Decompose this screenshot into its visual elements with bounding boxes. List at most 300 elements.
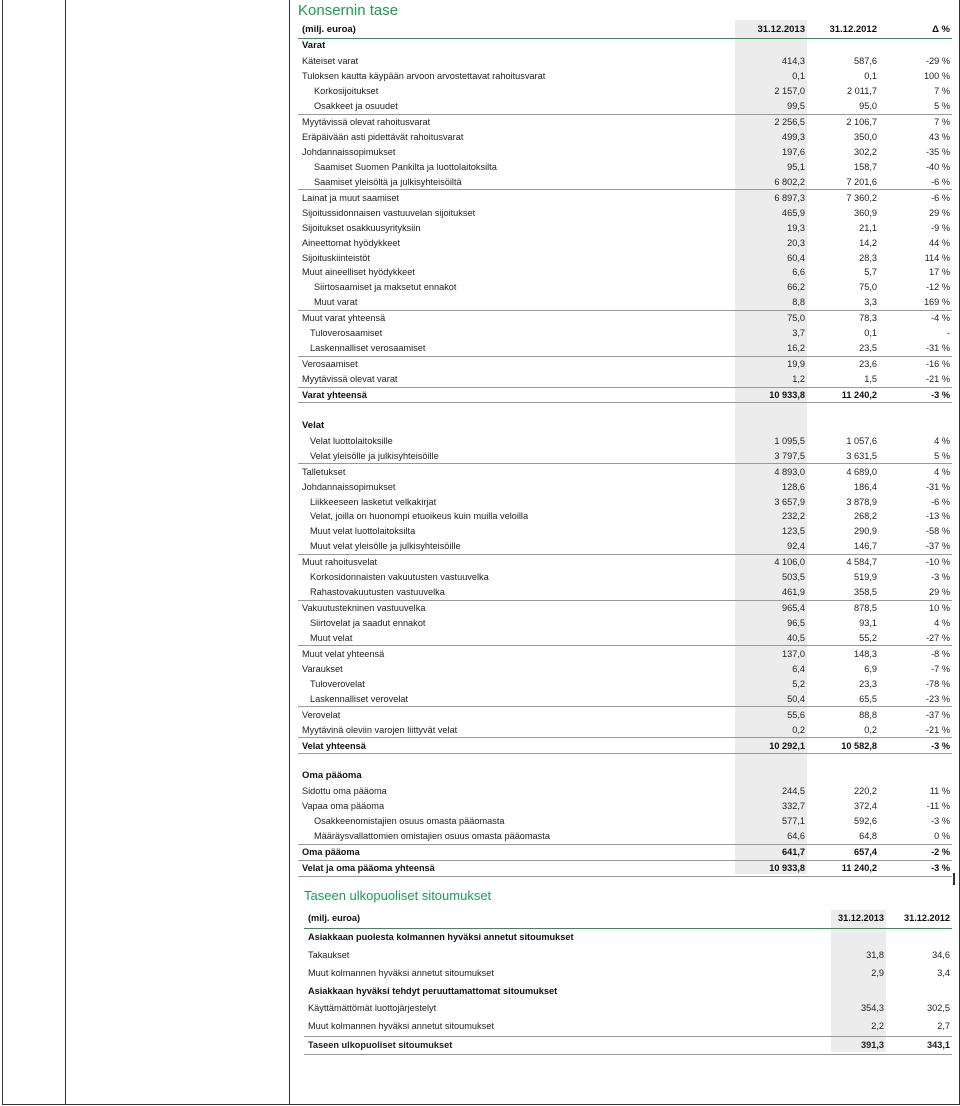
value-change: 11 %	[929, 786, 950, 797]
table-row	[298, 69, 952, 84]
row-label: Verovelat	[302, 709, 341, 720]
value-2012: 146,7	[807, 539, 879, 554]
row-label: Sijoitussidonnaisen vastuuvelan sijoitukset	[302, 207, 476, 218]
row-label: Muut varat	[298, 295, 735, 310]
value-2013: 3 657,9	[774, 496, 805, 507]
value-2012: 2,7	[937, 1021, 950, 1032]
row-label: Taseen ulkopuoliset sitoumukset	[304, 1036, 831, 1055]
value-2013: 66,2	[787, 282, 805, 293]
value-change: 17 %	[929, 267, 950, 278]
section-heading: Varat	[302, 40, 326, 52]
value-2013: 20,3	[787, 237, 805, 248]
row-label: Tuloksen kautta käypään arvoon arvostettavat rahoitusvarat	[302, 71, 546, 82]
table-row	[298, 99, 952, 114]
value-change: 4 %	[934, 618, 950, 629]
row-label: Laskennalliset verovelat	[298, 691, 735, 706]
value-change: 114 %	[924, 252, 950, 263]
table-row	[298, 600, 952, 615]
value-change: -6 %	[879, 174, 952, 189]
table-row	[298, 54, 952, 69]
table-row	[298, 554, 952, 569]
table-row	[298, 326, 952, 341]
value-2013: 128,6	[782, 481, 805, 492]
value-2013: 3 797,5	[735, 448, 807, 463]
header-col-2012: 31.12.2012	[886, 910, 952, 928]
row-label: Aineettomat hyödykkeet	[302, 237, 401, 248]
value-2013: 6,4	[792, 663, 805, 674]
table-row	[304, 1000, 952, 1018]
value-change: -	[946, 328, 950, 339]
row-label: Lainat ja muut saamiset	[302, 192, 400, 203]
value-2013: 92,4	[735, 539, 807, 554]
value-change: -13 %	[925, 511, 950, 522]
value-change: -7 %	[931, 663, 950, 674]
value-2013: 1,2	[735, 372, 807, 387]
value-2013: 4 106,0	[774, 557, 805, 568]
value-2012: 268,2	[854, 511, 877, 522]
row-label: Muut velat yleisölle ja julkisyhteisöille	[298, 539, 735, 554]
value-change: -16 %	[925, 359, 950, 370]
row-label: Myytävissä olevat varat	[298, 372, 735, 387]
spacer-cell	[298, 403, 952, 418]
value-2012: 6,9	[864, 663, 877, 674]
value-2013: 461,9	[735, 585, 807, 600]
value-2013: 244,5	[782, 786, 805, 797]
value-change: -2 %	[879, 844, 952, 860]
table-row	[298, 722, 952, 737]
value-change: -4 %	[931, 313, 950, 324]
section-heading: Oma pääoma	[302, 770, 362, 782]
margin-mark	[953, 873, 955, 885]
table-row	[298, 387, 952, 403]
value-change: 5 %	[879, 99, 952, 114]
row-label: Varat yhteensä	[298, 387, 735, 403]
value-change: 4 %	[934, 435, 950, 446]
table-row	[298, 310, 952, 325]
spacer-row	[298, 754, 952, 769]
value-2012: 350,0	[854, 132, 877, 143]
table-row	[304, 1036, 952, 1055]
spacer-row	[298, 403, 952, 418]
value-2013: 0,1	[792, 71, 805, 82]
table-row	[298, 814, 952, 829]
value-2012: 186,4	[854, 481, 877, 492]
value-change: -27 %	[879, 631, 952, 646]
value-change: -35 %	[925, 146, 950, 157]
value-2012: 1 057,6	[846, 435, 877, 446]
row-label: Käteiset varat	[302, 56, 359, 67]
table-row	[298, 235, 952, 250]
table-row	[298, 691, 952, 706]
value-2013: 19,9	[787, 359, 805, 370]
table-row	[304, 947, 952, 965]
row-label: Siirtosaamiset ja maksetut ennakot	[314, 282, 457, 293]
value-2013: 0,2	[735, 722, 807, 737]
row-label: Sidottu oma pääoma	[302, 786, 387, 797]
table-row	[298, 494, 952, 509]
value-2013: 96,5	[787, 618, 805, 629]
row-label: Oma pääoma	[298, 844, 735, 860]
value-2012: 65,5	[807, 691, 879, 706]
value-2012: 7 360,2	[846, 192, 877, 203]
value-change: -3 %	[879, 860, 952, 876]
value-2013: 3,7	[792, 328, 805, 339]
off-balance-table	[304, 910, 952, 1055]
table-row	[298, 295, 952, 310]
value-2013: 64,6	[735, 829, 807, 844]
balance-sheet-table	[298, 23, 952, 877]
row-label: Rahastovakuutusten vastuuvelka	[298, 585, 735, 600]
value-2013: 60,4	[787, 252, 805, 263]
value-2013: 16,2	[735, 341, 807, 356]
section-heading: Asiakkaan puolesta kolmannen hyväksi annetut sitoumukset	[308, 932, 574, 943]
value-2013: 19,3	[787, 222, 805, 233]
value-2012: 5,7	[864, 267, 877, 278]
value-2013: 4 893,0	[774, 466, 805, 477]
value-2013: 8,8	[735, 295, 807, 310]
value-2013: 965,4	[782, 603, 805, 614]
value-2012: 290,9	[854, 526, 877, 537]
value-2012: 220,2	[854, 786, 877, 797]
value-change: 10 %	[929, 603, 950, 614]
value-2012: 148,3	[854, 648, 877, 659]
row-label: Varaukset	[302, 663, 343, 674]
value-2012: 55,2	[807, 631, 879, 646]
column-divider-middle	[289, 0, 290, 1104]
row-label: Muut rahoitusvelat	[302, 557, 378, 568]
value-2013: 414,3	[782, 56, 805, 67]
value-change: -31 %	[925, 481, 950, 492]
value-2012: 75,0	[859, 282, 877, 293]
value-2012: 158,7	[854, 161, 877, 172]
value-2013: 1 095,5	[774, 435, 805, 446]
value-change: 43 %	[929, 132, 950, 143]
header-col-2012: 31.12.2012	[807, 23, 879, 38]
value-2012: 302,2	[854, 146, 877, 157]
section-heading: Velat	[302, 419, 325, 431]
value-change: -21 %	[879, 722, 952, 737]
value-2013: 137,0	[782, 648, 805, 659]
row-label: Saamiset yleisöltä ja julkisyhteisöiltä	[298, 174, 735, 189]
header-unit-label: (milj. euroa)	[298, 23, 735, 38]
value-change: 7 %	[934, 86, 950, 97]
value-change: -9 %	[931, 222, 950, 233]
value-2013: 6 802,2	[735, 174, 807, 189]
table-row	[298, 190, 952, 205]
row-label: Muut velat	[298, 631, 735, 646]
table-row	[298, 585, 952, 600]
row-label: Korkosijoitukset	[314, 86, 379, 97]
header-col-change: Δ %	[879, 23, 952, 38]
value-change: -3 %	[931, 572, 950, 583]
table-row	[298, 784, 952, 799]
row-label: Vakuutustekninen vastuuvelka	[302, 603, 426, 614]
value-change: -37 %	[925, 709, 950, 720]
value-2012: 0,1	[864, 328, 877, 339]
value-2012: 878,5	[854, 603, 877, 614]
row-label: Talletukset	[302, 466, 346, 477]
value-2012: 587,6	[854, 56, 877, 67]
value-2012: 11 240,2	[807, 387, 879, 403]
value-2013: 10 933,8	[735, 860, 807, 876]
value-2013: 2 157,0	[774, 86, 805, 97]
row-label: Muut aineelliset hyödykkeet	[302, 267, 415, 278]
value-2013: 641,7	[735, 844, 807, 860]
table-row	[298, 84, 952, 99]
value-2013: 2 256,5	[774, 117, 805, 128]
value-2013: 465,9	[782, 207, 805, 218]
value-change: -23 %	[879, 691, 952, 706]
table-row	[298, 829, 952, 844]
value-2013: 95,1	[787, 161, 805, 172]
table-row	[298, 145, 952, 160]
value-2012: 28,3	[859, 252, 877, 263]
row-label: Muut velat yhteensä	[302, 648, 385, 659]
row-label: Korkosidonnaisten vakuutusten vastuuvelka	[310, 572, 489, 583]
value-2012: 10 582,8	[807, 738, 879, 754]
off-balance-header-row	[304, 910, 952, 928]
value-change: -31 %	[879, 341, 952, 356]
row-label: Velat ja oma pääoma yhteensä	[298, 860, 735, 876]
table-row	[298, 205, 952, 220]
table-row	[298, 707, 952, 722]
table-row	[298, 372, 952, 387]
header-col-2013: 31.12.2013	[735, 23, 807, 38]
table-row	[298, 509, 952, 524]
value-2012: 93,1	[859, 618, 877, 629]
header-col-2013: 31.12.2013	[831, 910, 886, 928]
row-label: Myytävissä olevat rahoitusvarat	[302, 117, 431, 128]
value-2012: 592,6	[854, 816, 877, 827]
row-label: Osakkeenomistajien osuus omasta pääomasta	[314, 816, 505, 827]
row-label: Takaukset	[308, 949, 350, 960]
section-heading: Asiakkaan hyväksi tehdyt peruuttamattomat sitoumukset	[308, 985, 558, 996]
table-row	[298, 860, 952, 876]
value-change: 29 %	[929, 207, 950, 218]
value-2013: 2,2	[871, 1021, 884, 1032]
value-2012: 11 240,2	[807, 860, 879, 876]
table-row	[298, 646, 952, 661]
value-change: 29 %	[879, 585, 952, 600]
value-change: 169 %	[879, 295, 952, 310]
value-2012: 1,5	[807, 372, 879, 387]
row-label: Käyttämättömät luottojärjestelyt	[308, 1003, 437, 1014]
table-row	[298, 570, 952, 585]
table-row	[298, 616, 952, 631]
value-2013: 123,5	[782, 526, 805, 537]
table-row	[298, 479, 952, 494]
table-row	[298, 159, 952, 174]
value-2012: 95,0	[807, 99, 879, 114]
value-2013: 10 933,8	[735, 387, 807, 403]
table-row	[298, 356, 952, 371]
section-heading-row	[304, 928, 952, 946]
row-label: Tuloverosaamiset	[310, 328, 383, 339]
value-change: 100 %	[923, 71, 950, 82]
table-row	[298, 341, 952, 356]
value-2013: 2,9	[871, 967, 884, 978]
value-change: 7 %	[934, 117, 950, 128]
value-2012: 2 106,7	[846, 117, 877, 128]
value-2013: 6 897,3	[774, 192, 805, 203]
table-row	[298, 433, 952, 448]
row-label: Johdannaissopimukset	[302, 146, 396, 157]
value-2012: 4 689,0	[846, 466, 877, 477]
value-2012: 23,6	[859, 359, 877, 370]
header-unit-label: (milj. euroa)	[304, 910, 831, 928]
value-2013: 55,6	[787, 709, 805, 720]
table-row	[298, 220, 952, 235]
value-2013: 99,5	[735, 99, 807, 114]
table-row	[298, 114, 952, 129]
row-label: Velat luottolaitoksille	[310, 435, 393, 446]
row-label: Laskennalliset verosaamiset	[298, 341, 735, 356]
value-change: -8 %	[931, 648, 950, 659]
value-2013: 232,2	[782, 511, 805, 522]
value-change: -37 %	[879, 539, 952, 554]
value-2013: 577,1	[782, 816, 805, 827]
value-change: -3 %	[879, 738, 952, 754]
row-label: Johdannaissopimukset	[302, 481, 396, 492]
row-label: Liikkeeseen lasketut velkakirjat	[310, 496, 437, 507]
section-heading-row	[298, 769, 952, 784]
spacer-cell	[298, 754, 952, 769]
value-2012: 372,4	[854, 801, 877, 812]
section-heading-row	[298, 38, 952, 53]
row-label: Velat yhteensä	[298, 738, 735, 754]
value-2012: 343,1	[886, 1036, 952, 1055]
value-2012: 88,8	[859, 709, 877, 720]
value-change: -12 %	[925, 282, 950, 293]
table-row	[298, 661, 952, 676]
table-row	[298, 174, 952, 189]
value-2013: 10 292,1	[735, 738, 807, 754]
value-2012: 7 201,6	[807, 174, 879, 189]
row-label: Siirtovelat ja saadut ennakot	[310, 618, 426, 629]
value-2012: 3,4	[937, 967, 950, 978]
value-2012: 657,4	[807, 844, 879, 860]
row-label: Myytävinä oleviin varojen liittyvät velat	[298, 722, 735, 737]
value-change: 0 %	[879, 829, 952, 844]
value-2013: 6,6	[792, 267, 805, 278]
row-label: Tuloverovelat	[310, 678, 365, 689]
table-row	[298, 631, 952, 646]
value-2012: 78,3	[859, 313, 877, 324]
value-2012: 4 584,7	[846, 557, 877, 568]
table-row	[298, 130, 952, 145]
value-2012: 0,1	[864, 71, 877, 82]
value-2013: 499,3	[782, 132, 805, 143]
value-2012: 23,3	[859, 678, 877, 689]
table-row	[298, 676, 952, 691]
value-2012: 0,2	[807, 722, 879, 737]
row-label: Velat, joilla on huonompi etuoikeus kuin muilla veloilla	[310, 511, 529, 522]
table-row	[298, 280, 952, 295]
row-label: Vapaa oma pääoma	[302, 801, 385, 812]
value-change: -3 %	[879, 387, 952, 403]
value-2013: 75,0	[787, 313, 805, 324]
row-label: Muut kolmannen hyväksi annetut sitoumukset	[308, 1021, 494, 1032]
row-label: Sijoituskiinteistöt	[302, 252, 370, 263]
table-row	[304, 1018, 952, 1036]
section-heading-row	[298, 418, 952, 433]
value-2012: 358,5	[807, 585, 879, 600]
value-change: 44 %	[929, 237, 950, 248]
row-label: Saamiset Suomen Pankilta ja luottolaitoksilta	[314, 161, 497, 172]
value-change: -21 %	[879, 372, 952, 387]
off-balance-title: Taseen ulkopuoliset sitoumukset	[304, 888, 492, 903]
value-change: -40 %	[925, 161, 950, 172]
value-2012: 34,6	[932, 949, 950, 960]
value-2012: 2 011,7	[847, 86, 877, 97]
value-change: 5 %	[879, 448, 952, 463]
row-label: Muut kolmannen hyväksi annetut sitoumukset	[308, 967, 494, 978]
value-2013: 31,8	[866, 949, 884, 960]
value-2012: 14,2	[859, 237, 877, 248]
value-2013: 332,7	[782, 801, 805, 812]
table-row	[298, 844, 952, 860]
table-row	[298, 738, 952, 754]
column-divider-left	[65, 0, 66, 1104]
value-2013: 503,5	[782, 572, 805, 583]
value-2013: 197,6	[782, 146, 805, 157]
value-2012: 21,1	[859, 222, 877, 233]
value-2012: 3 878,9	[846, 496, 877, 507]
value-2012: 360,9	[854, 207, 877, 218]
row-label: Osakkeet ja osuudet	[298, 99, 735, 114]
row-label: Muut velat luottolaitoksilta	[310, 526, 416, 537]
value-change: -6 %	[931, 192, 950, 203]
table-row	[298, 524, 952, 539]
table-row	[298, 265, 952, 280]
value-change: -29 %	[925, 56, 950, 67]
value-2013: 50,4	[735, 691, 807, 706]
table-row	[298, 250, 952, 265]
value-2012: 3 631,5	[807, 448, 879, 463]
value-change: -6 %	[931, 496, 950, 507]
table-row	[298, 799, 952, 814]
value-change: -58 %	[925, 526, 950, 537]
row-label: Velat yleisölle ja julkisyhteisöille	[298, 448, 735, 463]
value-2012: 64,8	[807, 829, 879, 844]
value-change: -78 %	[925, 678, 950, 689]
section-heading-row	[304, 982, 952, 1000]
value-2012: 519,9	[854, 572, 877, 583]
value-2013: 40,5	[735, 631, 807, 646]
table-row	[298, 464, 952, 479]
table-row	[298, 448, 952, 463]
value-change: -10 %	[925, 557, 950, 568]
row-label: Eräpäivään asti pidettävät rahoitusvarat	[302, 132, 464, 143]
balance-sheet-header-row	[298, 23, 952, 38]
value-change: 4 %	[934, 466, 950, 477]
row-label: Sijoitukset osakkuusyrityksiin	[302, 222, 421, 233]
value-2013: 354,3	[861, 1003, 884, 1014]
row-label: Määräysvallattomien omistajien osuus omasta pääomasta	[298, 829, 735, 844]
page-title: Konsernin tase	[298, 2, 399, 19]
value-2013: 391,3	[831, 1036, 886, 1055]
value-change: -3 %	[931, 816, 950, 827]
value-2013: 5,2	[792, 678, 805, 689]
value-2012: 23,5	[807, 341, 879, 356]
table-row	[298, 539, 952, 554]
value-2012: 3,3	[807, 295, 879, 310]
value-change: -11 %	[926, 801, 950, 812]
row-label: Muut varat yhteensä	[302, 313, 386, 324]
table-row	[304, 964, 952, 982]
value-2012: 302,5	[927, 1003, 950, 1014]
row-label: Verosaamiset	[302, 359, 358, 370]
